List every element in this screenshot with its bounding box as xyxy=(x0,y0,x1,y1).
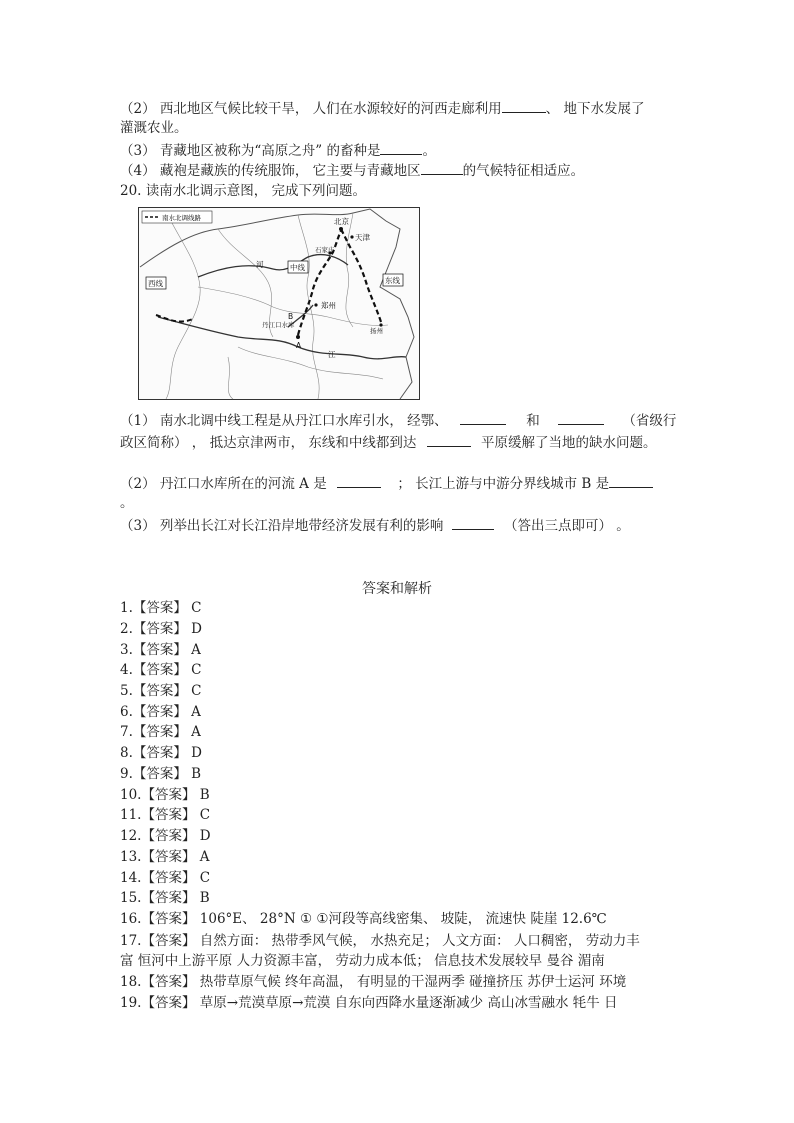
answer-blank[interactable] xyxy=(337,473,381,488)
q20-3-text-b: （答出三点即可） 。 xyxy=(503,518,630,534)
q20-1-text-e: 平原缓解了当地的缺水问题。 xyxy=(480,435,657,451)
answer-line: 6.【答案】 A xyxy=(120,704,201,720)
map-label-b: B xyxy=(288,312,294,321)
q20-2-text-c: 。 xyxy=(120,495,134,511)
answer-line: 15.【答案】 B xyxy=(120,890,210,906)
q20-3-line xyxy=(120,515,630,536)
map-label-river-jiang: 江 xyxy=(328,350,336,359)
answer-line: 富 恒河中上游平原 人力资源丰富， 劳动力成本低； 信息技术发展较早 曼谷 湄南 xyxy=(120,953,605,969)
answer-blank[interactable] xyxy=(421,160,463,175)
answer-line: 12.【答案】 D xyxy=(120,828,211,844)
answer-line: 8.【答案】 D xyxy=(120,745,202,761)
q20-2-text-b: ； 长江上游与中游分界线城市 B 是 xyxy=(397,476,610,492)
answer-blank[interactable] xyxy=(452,515,494,530)
answer-line: 9.【答案】 B xyxy=(120,766,202,782)
q20-2-line xyxy=(120,473,653,494)
answer-blank[interactable] xyxy=(609,473,653,488)
map-label-river-he: 河 xyxy=(256,260,264,269)
answer-line: 13.【答案】 A xyxy=(120,849,210,865)
answer-blank[interactable] xyxy=(427,432,471,447)
q20-1-text-b: 和 xyxy=(526,413,540,429)
map-label-beijing: 北京 xyxy=(334,217,349,226)
answer-blank[interactable] xyxy=(558,410,604,425)
q19-4-line xyxy=(120,160,584,181)
q20-1-text-d: 政区简称） ， 抵达京津两市， 东线和中线都到达 xyxy=(120,435,417,451)
answer-line: 3.【答案】 A xyxy=(120,642,201,658)
map-label-middle-line: 中线 xyxy=(290,263,305,272)
q20-1-line-cont xyxy=(120,432,656,453)
answer-line: 14.【答案】 C xyxy=(120,870,211,886)
q19-3-text-a: （3） 青藏地区被称为“高原之舟” 的畜种是 xyxy=(120,143,381,159)
map-label-a: A xyxy=(296,341,302,350)
q20-2-line-cont xyxy=(120,493,134,513)
answer-line: 4.【答案】 C xyxy=(120,662,202,678)
q19-3-line xyxy=(120,140,436,161)
q19-3-text-b: 。 xyxy=(422,143,436,159)
answer-line: 1.【答案】 C xyxy=(120,600,202,616)
q19-2-text-a: （2） 西北地区气候比较干旱， 人们在水源较好的河西走廊利用 xyxy=(120,101,502,117)
q20-2-text-a: （2） 丹江口水库所在的河流 A 是 xyxy=(120,476,327,492)
map-label-yangzhou: 扬州 xyxy=(370,327,383,335)
answer-line: 17.【答案】 自然方面： 热带季风气候， 水热充足； 人文方面： 人口稠密， 劳动力丰 xyxy=(120,933,640,949)
answer-line: 19.【答案】 草原→荒漠草原→荒漠 自东向西降水量逐渐减少 高山冰雪融水 牦牛 日 xyxy=(120,995,618,1011)
answer-blank[interactable] xyxy=(502,98,546,113)
map-label-east-line: 东线 xyxy=(385,276,400,285)
q20-stem xyxy=(120,181,366,201)
map-label-shijiazhuang: 石家庄 xyxy=(315,246,335,254)
south-north-water-diversion-map xyxy=(138,207,420,400)
answer-line: 7.【答案】 A xyxy=(120,724,201,740)
q19-2-text-b: 、 地下水发展了 xyxy=(545,101,645,117)
q20-3-text-a: （3） 列举出长江对长江沿岸地带经济发展有利的影响 xyxy=(120,518,444,534)
q20-1-text-a: （1） 南水北调中线工程是从丹江口水库引水， 经鄂、 xyxy=(120,413,448,429)
q19-2-line xyxy=(120,98,644,119)
map-legend: 南水北调线路 xyxy=(162,214,201,222)
answer-line: 5.【答案】 C xyxy=(120,683,202,699)
q19-4-text-a: （4） 藏袍是藏族的传统服饰， 它主要与青藏地区 xyxy=(120,163,421,179)
answer-line: 16.【答案】 106°E、 28°N ① ①河段等高线密集、 坡陡， 流速快 陡崖 12.6℃ xyxy=(120,911,607,927)
q20-stem-text: 20. 读南水北调示意图， 完成下列问题。 xyxy=(120,183,367,199)
map-label-tianjin: 天津 xyxy=(355,233,370,242)
q19-2-text-c: 灌溉农业。 xyxy=(120,120,188,136)
map-label-zhengzhou: 郑州 xyxy=(321,301,336,310)
answer-line: 10.【答案】 B xyxy=(120,787,210,803)
q20-1-text-c: （省级行 xyxy=(622,413,677,429)
answers-title: 答案和解析 xyxy=(362,581,432,597)
answer-line: 2.【答案】 D xyxy=(120,621,202,637)
answer-line: 11.【答案】 C xyxy=(120,807,211,823)
q19-4-text-b: 的气候特征相适应。 xyxy=(462,163,585,179)
map-label-danjiangkou: 丹江口水库 xyxy=(262,321,295,329)
map-label-west-line: 西线 xyxy=(148,279,163,288)
answer-blank[interactable] xyxy=(380,140,422,155)
answer-line: 18.【答案】 热带草原气候 终年高温， 有明显的干湿两季 碰撞挤压 苏伊士运河 环境 xyxy=(120,974,627,990)
answer-blank[interactable] xyxy=(460,410,506,425)
q19-2-line-cont xyxy=(120,118,188,138)
q20-1-line xyxy=(120,410,676,431)
